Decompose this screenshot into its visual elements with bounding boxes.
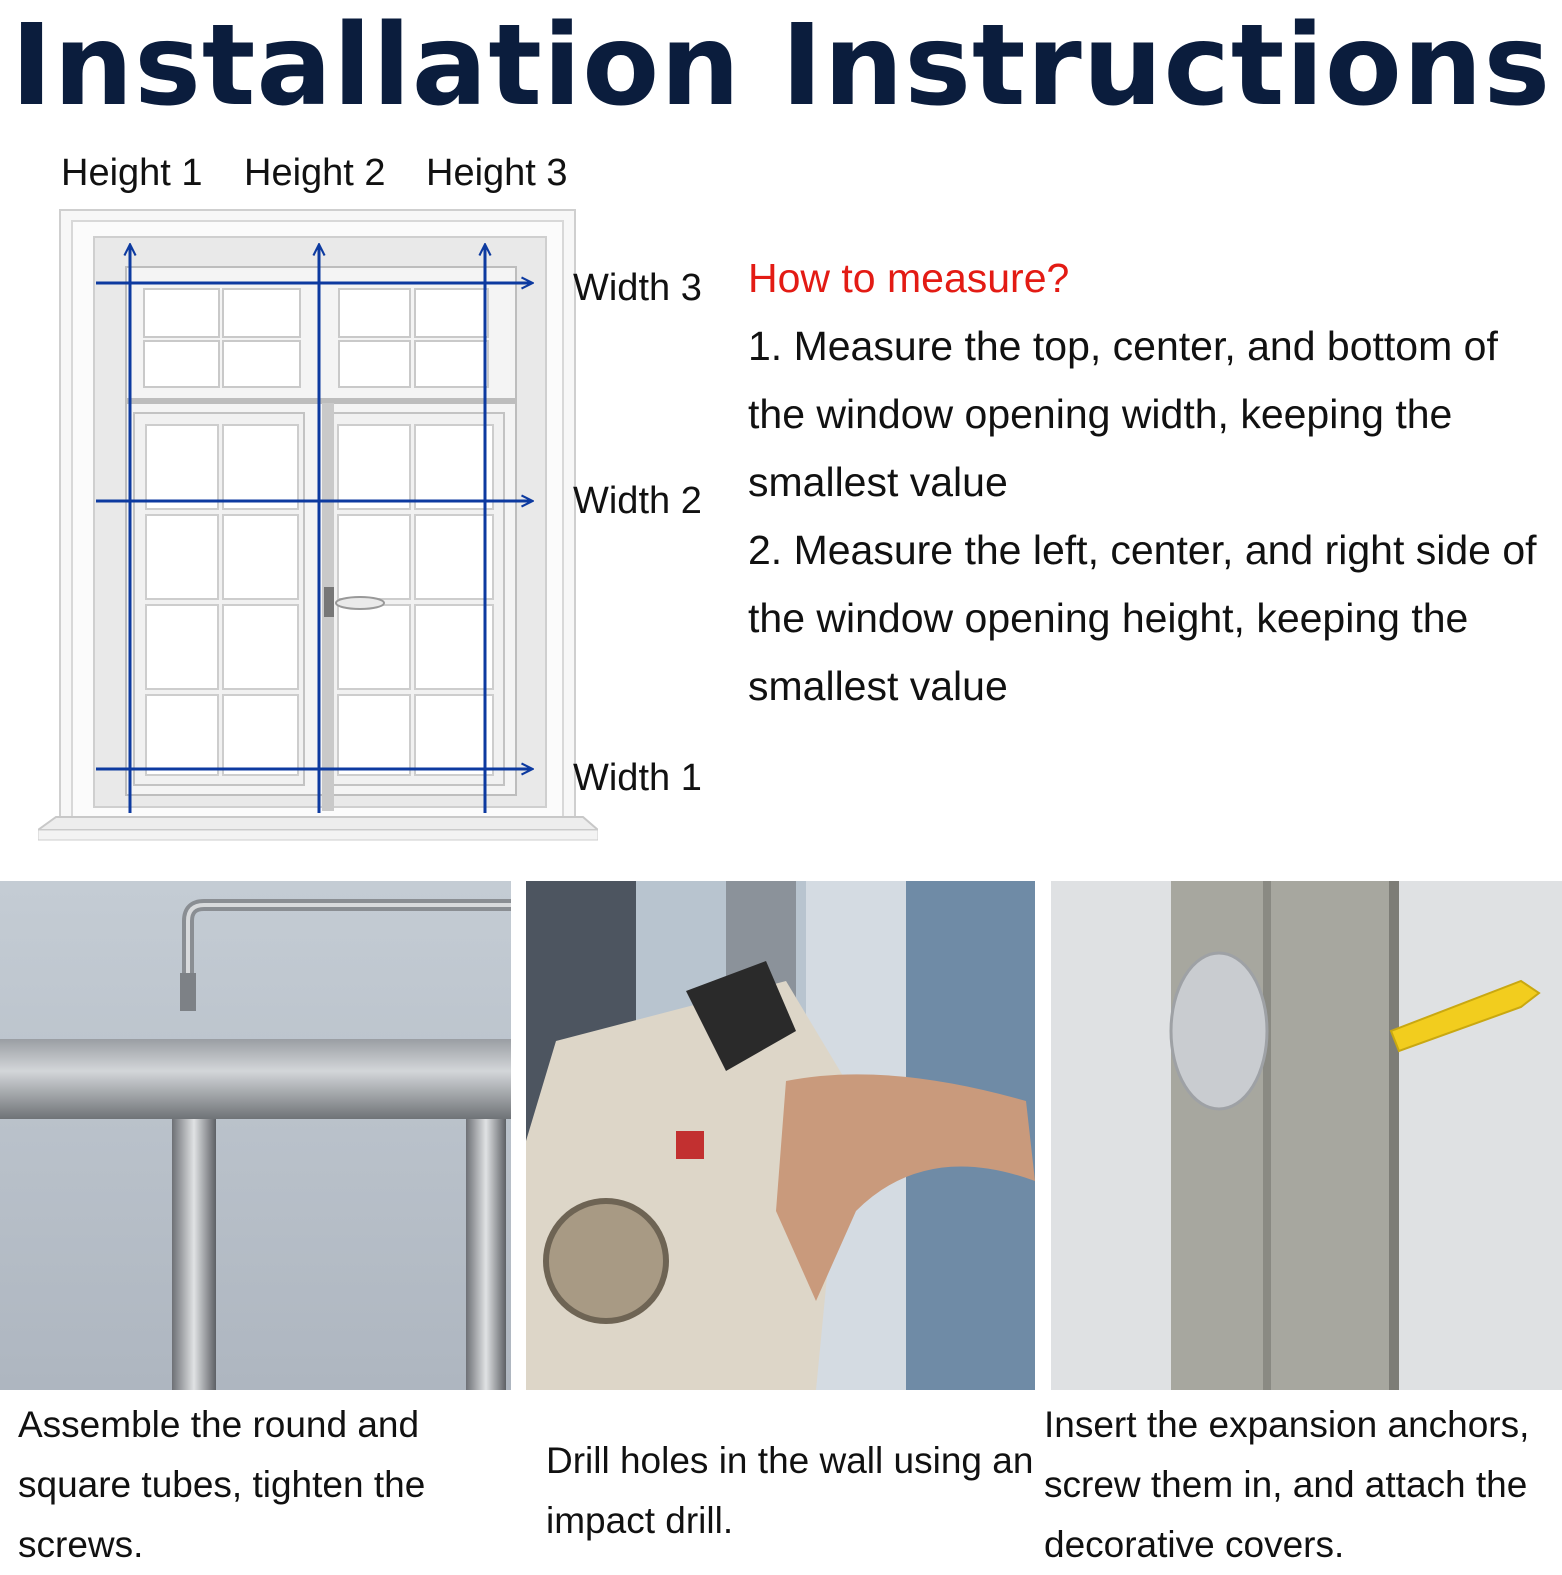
step-2-caption: Drill holes in the wall using an impact drill. [546,1440,1034,1541]
tube-assembly-photo [0,881,511,1390]
window-diagram [38,205,598,850]
anchor-cover-photo [1051,881,1562,1390]
drilling-photo [526,881,1035,1390]
page-title: Installation Instructions [10,1,1552,131]
measure-heading: How to measure? [748,255,1070,301]
step-3-caption: Insert the expansion anchors, screw them in, and attach the decorative covers. [1044,1404,1530,1565]
height-3-label: Height 3 [426,152,568,194]
measure-instructions [748,252,1558,720]
height-2-label: Height 2 [244,152,386,194]
measure-step-1: 1. Measure the top, center, and bottom of the window opening width, keeping the smallest value [748,323,1498,505]
height-1-label: Height 1 [61,152,203,194]
width-1-label: Width 1 [573,757,702,799]
width-2-label: Width 2 [573,480,702,522]
width-3-label: Width 3 [573,267,702,309]
step-1-caption: Assemble the round and square tubes, tighten the screws. [18,1404,426,1565]
measure-step-2: 2. Measure the left, center, and right side of the window opening height, keeping the smallest value [748,527,1537,709]
